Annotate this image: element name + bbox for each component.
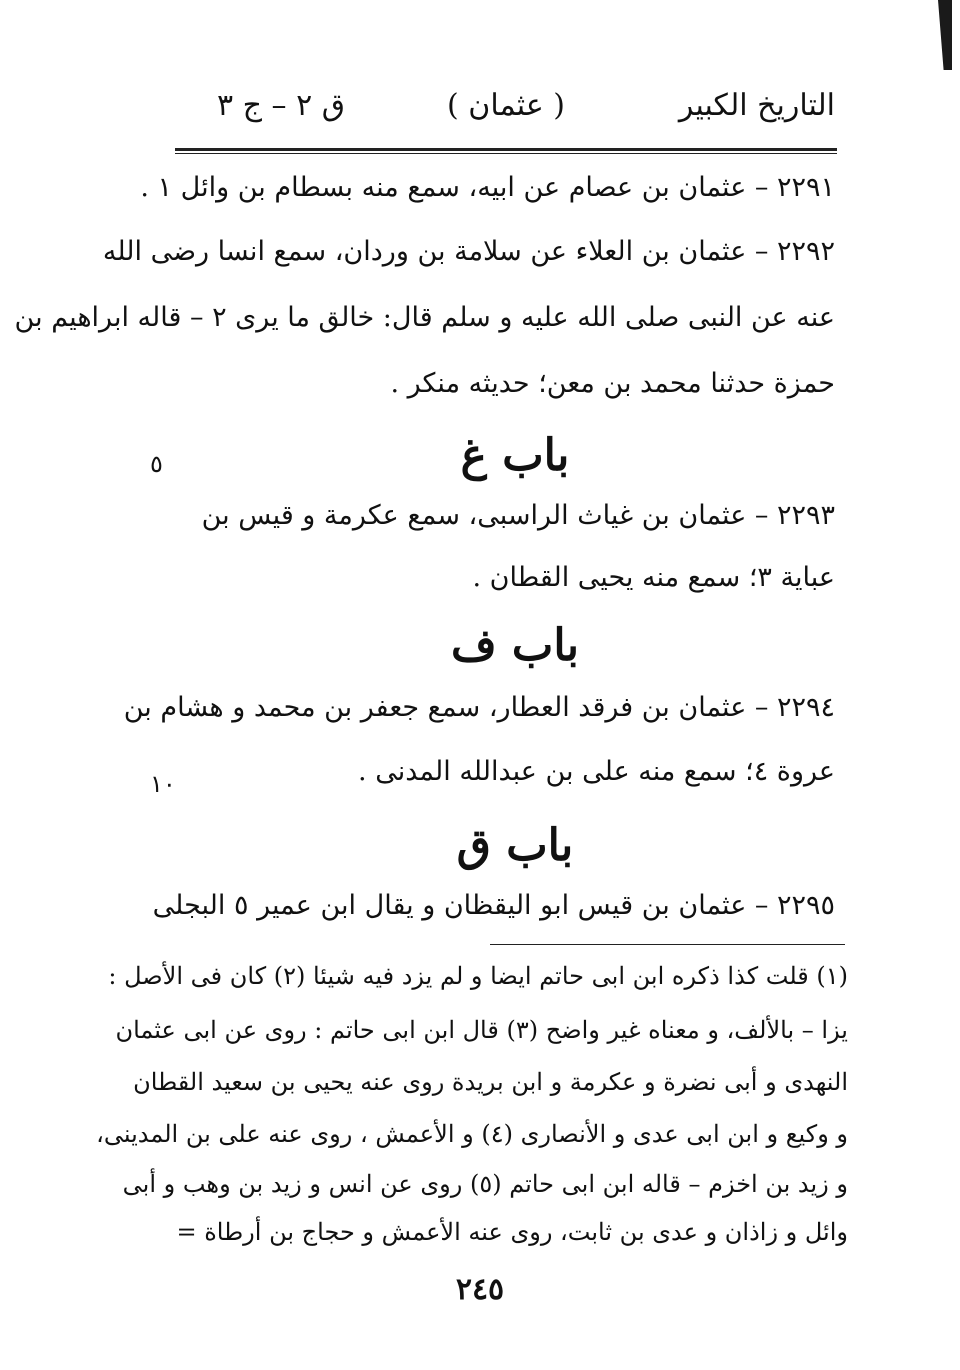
footnote-line-3: النهدى و أبى نضرة و عكرمة و ابن بريدة روى عنه يحيى بن سعيد القطان — [133, 1068, 848, 1096]
header-double-rule — [175, 148, 837, 154]
margin-line-number-10: ١٠ — [150, 770, 176, 798]
entry-2294-line-1: ٢٢٩٤ – عثمان بن فرقد العطار، سمع جعفر بن محمد و هشام بن — [123, 692, 835, 723]
entry-2292-line-3: حمزة حدثنا محمد بن معن؛ حديثه منكر . — [390, 368, 835, 399]
entry-2291-line-1: ٢٢٩١ – عثمان بن عصام عن ابيه، سمع منه بسطام بن وائل ١ . — [140, 172, 835, 203]
footnote-separator-rule — [490, 944, 845, 945]
footnote-line-4: و وكيع و ابن ابى عدى و الأنصارى (٤) و الأعمش ، روى عنه على بن المدينى، — [96, 1120, 848, 1148]
entry-2294-line-2: عروة ٤؛ سمع منه على بن عبدالله المدنى . — [358, 756, 835, 787]
footnote-line-1: (١) قلت كذا ذكره ابن ابى حاتم ايضا و لم يزد فيه شيئا (٢) كان فى الأصل : — [108, 962, 848, 990]
entry-2295-line-1: ٢٢٩٥ – عثمان بن قيس ابو اليقظان و يقال ابن عمير ٥ البجلى — [152, 890, 835, 921]
page-number: ٢٤٥ — [455, 1272, 505, 1307]
chapter-heading-fa: باب ف — [450, 620, 579, 671]
entry-2292-line-1: ٢٢٩٢ – عثمان بن العلاء عن سلامة بن وردان، سمع انسا رضى الله — [102, 236, 835, 267]
scan-edge-mark — [938, 0, 952, 70]
entry-2293-line-2: عباية ٣؛ سمع منه يحيى القطان . — [472, 562, 835, 593]
header-section: ( عثمان ) — [447, 88, 565, 123]
chapter-heading-qaf: باب ق — [456, 820, 574, 871]
entry-2293-line-1: ٢٢٩٣ – عثمان بن غياث الراسبى، سمع عكرمة و قيس بن — [201, 500, 835, 531]
footnote-line-2: يزا – بالألف، و معناه غير واضح (٣) قال ابن ابى حاتم : روى عن ابى عثمان — [115, 1016, 848, 1044]
footnote-line-5: و زيد بن اخزم – قاله ابن ابى حاتم (٥) روى عن انس و زيد بن وهب و أبى — [122, 1170, 848, 1198]
chapter-heading-ghayn: باب غ — [460, 430, 570, 481]
margin-line-number-5: ٥ — [150, 450, 163, 478]
entry-2292-line-2: عنه عن النبى صلى الله عليه و سلم قال: خالق ما يرى ٢ – قاله ابراهيم بن — [14, 302, 835, 333]
footnote-line-6: وائل و زاذان و عدى بن ثابت، روى عنه الأعمش و حجاج بن أرطاة = — [176, 1218, 848, 1246]
running-header — [195, 88, 835, 138]
header-part-volume: ق ٢ – ج ٣ — [216, 88, 345, 123]
header-title: التاريخ الكبير — [678, 88, 835, 123]
